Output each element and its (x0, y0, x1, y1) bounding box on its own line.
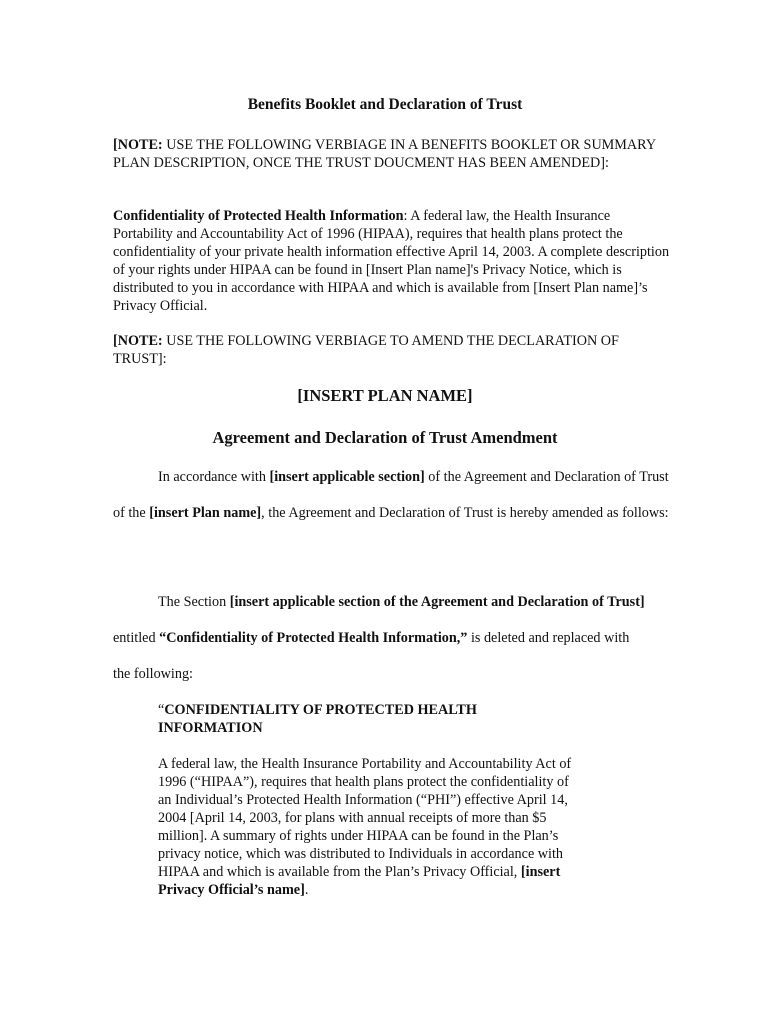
para-text: entitled (113, 630, 160, 646)
note-label: [NOTE: (113, 137, 163, 153)
document-title: Benefits Booklet and Declaration of Trust (247, 96, 523, 113)
amendment-title: Agreement and Declaration of Trust Amendment (212, 428, 558, 447)
note-text: USE THE FOLLOWING VERBIAGE IN A BENEFITS BOOKLET OR SUMMARY PLAN DESCRIPTION, ONCE THE TRUST DOUCMENT HAS BEEN AMENDED]: (113, 137, 656, 171)
note-booklet (113, 136, 673, 172)
note-amend (113, 332, 673, 368)
placeholder-plan-name: [insert Plan name] (149, 505, 262, 521)
section-replacement-paragraph (113, 584, 648, 692)
confidentiality-heading: Confidentiality of Protected Health Information (113, 208, 404, 224)
amendment-paragraph (113, 459, 673, 531)
placeholder-section: [insert applicable section of the Agreement and Declaration of Trust] (229, 594, 645, 610)
para-text: In accordance with (158, 469, 270, 485)
placeholder-section: [insert applicable section] (269, 469, 425, 485)
confidentiality-paragraph (113, 207, 673, 315)
quote-heading (158, 701, 538, 737)
note-text: USE THE FOLLOWING VERBIAGE TO AMEND THE DECLARATION OF TRUST]: (113, 333, 619, 367)
confidentiality-text: : A federal law, the Health Insurance Portability and Accountability Act of 1996 (HIPAA), requires that health plans protect the confidentiality of your private health information effective April 14, 2003. A complete description of your rights under HIPAA can be found in [Insert Plan name]'s Privacy Notice, which is distributed to you in accordance with HIPAA and which is available from [Insert Plan name]’s Privacy Official. (113, 208, 670, 314)
placeholder-privacy-official: [insert Privacy Official’s name] (158, 864, 561, 898)
note-label: [NOTE: (113, 333, 163, 349)
quote-heading-text: CONFIDENTIALITY OF PROTECTED HEALTH INFORMATION (158, 702, 477, 736)
quote-body (158, 755, 578, 899)
para-text: , the Agreement and Declaration of Trust is hereby amended as follows: (261, 505, 669, 521)
para-text: of the Agreement and Declaration of Trust of the (113, 469, 669, 521)
section-title: “Confidentiality of Protected Health Information,” (159, 630, 468, 646)
para-text: is deleted and replaced with the following: (113, 630, 630, 682)
para-text: The Section (158, 594, 230, 610)
open-quote: “ (158, 702, 165, 718)
plan-name-heading: [INSERT PLAN NAME] (297, 386, 473, 405)
quote-end: . (304, 882, 309, 898)
quote-body-text: A federal law, the Health Insurance Portability and Accountability Act of 1996 (“HIPAA”), requires that health plans protect the confidentiality of an Individual’s Protected Health Information (“PHI”) effective April 14, 2004 [April 14, 2003, for plans with annual receipts of more than $5 million]. A summary of rights under HIPAA can be found in the Plan’s privacy notice, which was distributed to Individuals in accordance with HIPAA and which is available from the Plan’s Privacy Official, (158, 756, 572, 880)
